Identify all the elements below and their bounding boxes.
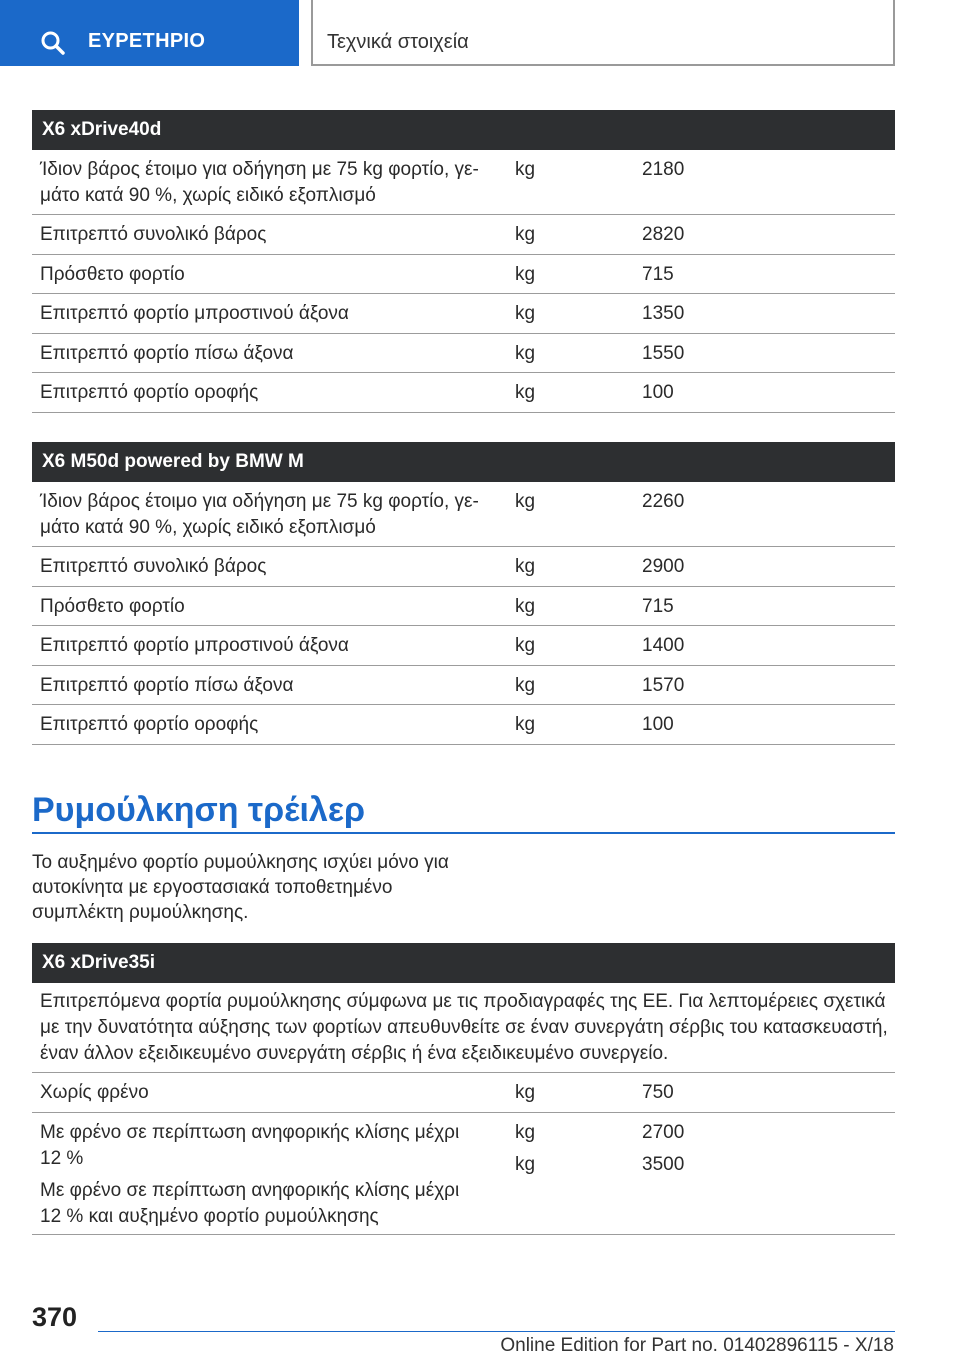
row-value: 715 — [642, 263, 674, 285]
row-unit: kg — [515, 382, 536, 403]
row-units — [515, 1120, 535, 1178]
row-unit: kg — [515, 556, 536, 577]
section-divider — [32, 832, 895, 834]
table-row — [32, 587, 895, 627]
row-value: 3500 — [642, 1153, 685, 1175]
table-row — [32, 547, 895, 587]
edition-text: Online Edition for Part no. 01402896115 - X/18 — [500, 1335, 894, 1356]
row-labels — [40, 1120, 480, 1236]
table-title: X6 M50d powered by BMW M — [32, 442, 895, 482]
row-value: 100 — [642, 714, 674, 735]
table-row — [32, 294, 895, 334]
row-label: Επιτρεπτό φορτίο οροφής — [40, 714, 259, 735]
row-label: Επιτρεπτό συνολικό βάρος — [40, 224, 267, 245]
row-unit: kg — [515, 491, 536, 512]
page-number: 370 — [32, 1302, 78, 1332]
table-row — [32, 1113, 895, 1235]
table-row — [32, 705, 895, 745]
row-label: Ίδιον βάρος έτοιμο για οδήγηση με 75 kg φορτίο, γεμάτο κατά 90 %, χωρίς ειδικό εξοπλισμό — [40, 159, 479, 206]
breadcrumb-label: Τεχνικά στοιχεία — [327, 31, 469, 53]
top-bar — [0, 0, 960, 66]
footer-divider — [98, 1331, 895, 1332]
row-label: Επιτρεπτό συνολικό βάρος — [40, 556, 267, 577]
table-row — [32, 373, 895, 413]
row-label: Με φρένο σε περίπτωση ανηφορικής κλίσης μέχρι 12 % και αυξημένο φορτίο ρυμούλκησης — [40, 1179, 460, 1227]
row-unit: kg — [515, 1082, 536, 1103]
table-title: X6 xDrive40d — [32, 110, 895, 150]
row-label: Χωρίς φρένο — [40, 1082, 149, 1103]
row-label: Πρόσθετο φορτίο — [40, 595, 185, 617]
section-title: Ρυμούλκηση τρέιλερ — [32, 791, 366, 829]
table-row — [32, 215, 895, 255]
row-value: 715 — [642, 595, 674, 617]
row-label: Επιτρεπτό φορτίο μπροστινού άξονα — [40, 303, 349, 324]
row-value: 1570 — [642, 674, 685, 696]
row-value: 2700 — [642, 1121, 685, 1143]
row-label: Πρόσθετο φορτίο — [40, 263, 185, 285]
spec-table-xdrive40d — [32, 110, 895, 413]
index-label: ΕΥΡΕΤΗΡΙΟ — [88, 30, 206, 52]
row-unit: kg — [515, 714, 536, 735]
spec-table-m50d — [32, 442, 895, 745]
row-label: Με φρένο σε περίπτωση ανηφορικής κλίσης μέχρι 12 % — [40, 1121, 460, 1169]
row-unit: kg — [515, 1153, 536, 1175]
row-value: 2180 — [642, 159, 685, 180]
row-value: 750 — [642, 1082, 674, 1103]
row-unit: kg — [515, 342, 536, 364]
table-row — [32, 255, 895, 295]
row-values — [642, 1120, 684, 1178]
table-note-row — [32, 983, 895, 1073]
row-label: Επιτρεπτό φορτίο οροφής — [40, 382, 259, 403]
row-label: Ίδιον βάρος έτοιμο για οδήγηση με 75 kg φορτίο, γεμάτο κατά 90 %, χωρίς ειδικό εξοπλισμό — [40, 491, 479, 538]
table-row — [32, 626, 895, 666]
row-unit: kg — [515, 1121, 536, 1143]
row-unit: kg — [515, 263, 536, 285]
row-unit: kg — [515, 224, 536, 245]
row-value: 100 — [642, 382, 674, 403]
table-row — [32, 482, 895, 547]
table-row — [32, 150, 895, 215]
row-value: 1550 — [642, 342, 685, 364]
table-row — [32, 666, 895, 706]
table-note: Επιτρεπόμενα φορτία ρυμούλκησης σύμφωνα με τις προδιαγραφές της ΕΕ. Για λεπτομέρειες σχετικά με την δυνατότητα αύξησης των φορτίων απευθυνθείτε σε έναν συνεργάτη σέρβις του κατασκευαστή, έναν άλλον εξειδικευμένο συνεργάτη σέρβις ή ένα εξειδικευμένο συνεργείο. — [40, 991, 888, 1064]
row-unit: kg — [515, 303, 536, 324]
row-value: 2820 — [642, 224, 685, 245]
section-intro: Το αυξημένο φορτίο ρυμούλκησης ισχύει μόνο για αυτοκίνητα με εργοστασιακά τοποθετημένο συμπλέκτη ρυμούλκησης. — [32, 852, 449, 923]
towing-table-xdrive35i — [32, 943, 895, 1235]
row-unit: kg — [515, 674, 536, 696]
row-value: 2900 — [642, 556, 685, 577]
table-row — [32, 334, 895, 374]
row-value: 2260 — [642, 491, 685, 512]
breadcrumb[interactable] — [311, 0, 895, 66]
row-label: Επιτρεπτό φορτίο πίσω άξονα — [40, 342, 294, 364]
table-row — [32, 1073, 895, 1113]
row-unit: kg — [515, 635, 536, 656]
row-unit: kg — [515, 159, 536, 180]
row-label: Επιτρεπτό φορτίο μπροστινού άξονα — [40, 635, 349, 656]
search-icon — [40, 30, 66, 56]
row-unit: kg — [515, 595, 536, 617]
row-value: 1350 — [642, 303, 685, 324]
row-label: Επιτρεπτό φορτίο πίσω άξονα — [40, 674, 294, 696]
table-title: X6 xDrive35i — [32, 943, 895, 983]
index-search-button[interactable] — [0, 0, 299, 66]
row-value: 1400 — [642, 635, 685, 656]
